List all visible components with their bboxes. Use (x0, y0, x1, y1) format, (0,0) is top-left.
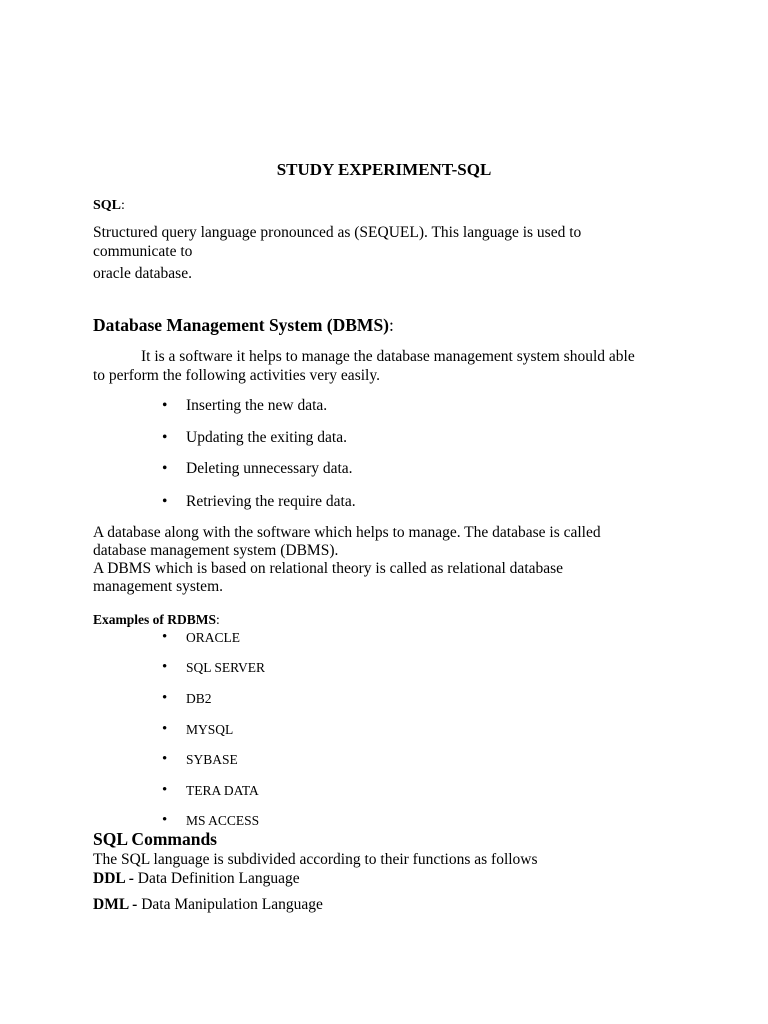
sql-label: SQL (93, 198, 122, 213)
bullet-icon: • (162, 397, 168, 414)
ddl-line (93, 869, 300, 888)
dbms-paragraph-line-4: management system. (93, 578, 223, 595)
page-title: STUDY EXPERIMENT-SQL (276, 160, 492, 179)
dbms-intro-line-1: It is a software it helps to manage the database management system should able (141, 348, 635, 365)
dml-line (93, 895, 323, 914)
dbms-heading: Database Management System (DBMS) (93, 315, 390, 335)
list-item (162, 751, 462, 771)
sql-commands-intro: The SQL language is subdivided according to their functions as follows (93, 851, 538, 868)
ddl-text: Data Definition Language (133, 870, 300, 887)
list-item-text: Updating the exiting data. (186, 429, 347, 446)
list-item (162, 782, 462, 802)
dbms-heading-line (93, 315, 394, 336)
sql-definition-line-3: oracle database. (93, 265, 192, 282)
ddl-abbr: DDL - (93, 870, 134, 887)
dbms-heading-colon: : (389, 315, 394, 335)
list-item-text: MS ACCESS (186, 813, 260, 828)
rdbms-heading-colon: : (216, 612, 220, 627)
bullet-icon: • (162, 721, 168, 737)
list-item-text: Deleting unnecessary data. (186, 460, 353, 477)
bullet-icon: • (162, 690, 168, 706)
list-item-text: DB2 (186, 691, 212, 706)
bullet-icon: • (162, 493, 168, 510)
list-item (162, 460, 462, 480)
sql-label-colon: : (121, 198, 125, 213)
list-item (162, 721, 462, 741)
list-item (162, 659, 462, 679)
dbms-intro-line-2: to perform the following activities very easily. (93, 367, 380, 384)
list-item (162, 429, 462, 449)
bullet-icon: • (162, 659, 168, 675)
list-item-text: SQL SERVER (186, 660, 266, 675)
bullet-icon: • (162, 629, 168, 645)
rdbms-heading: Examples of RDBMS (93, 612, 217, 627)
bullet-icon: • (162, 460, 168, 477)
list-item (162, 493, 462, 513)
sql-definition-line-2: communicate to (93, 243, 193, 260)
dbms-paragraph-line-1: A database along with the software which helps to manage. The database is called (93, 524, 601, 541)
list-item (162, 629, 462, 649)
list-item-text: Inserting the new data. (186, 397, 328, 414)
bullet-icon: • (162, 429, 168, 446)
bullet-icon: • (162, 812, 168, 828)
list-item-text: SYBASE (186, 752, 238, 767)
sql-definition-line-1: Structured query language pronounced as (SEQUEL). This language is used to (93, 224, 582, 241)
list-item-text: ORACLE (186, 630, 240, 645)
sql-label-line (93, 196, 125, 215)
list-item (162, 690, 462, 710)
dbms-paragraph-line-2: database management system (DBMS). (93, 542, 339, 559)
list-item-text: MYSQL (186, 722, 234, 737)
list-item (162, 397, 462, 417)
sql-commands-heading: SQL Commands (93, 829, 217, 849)
list-item-text: TERA DATA (186, 783, 259, 798)
dml-abbr: DML - (93, 896, 138, 913)
dml-text: Data Manipulation Language (137, 896, 323, 913)
list-item-text: Retrieving the require data. (186, 493, 356, 510)
rdbms-heading-line (93, 611, 220, 629)
bullet-icon: • (162, 751, 168, 767)
dbms-paragraph-line-3: A DBMS which is based on relational theory is called as relational database (93, 560, 564, 577)
bullet-icon: • (162, 782, 168, 798)
